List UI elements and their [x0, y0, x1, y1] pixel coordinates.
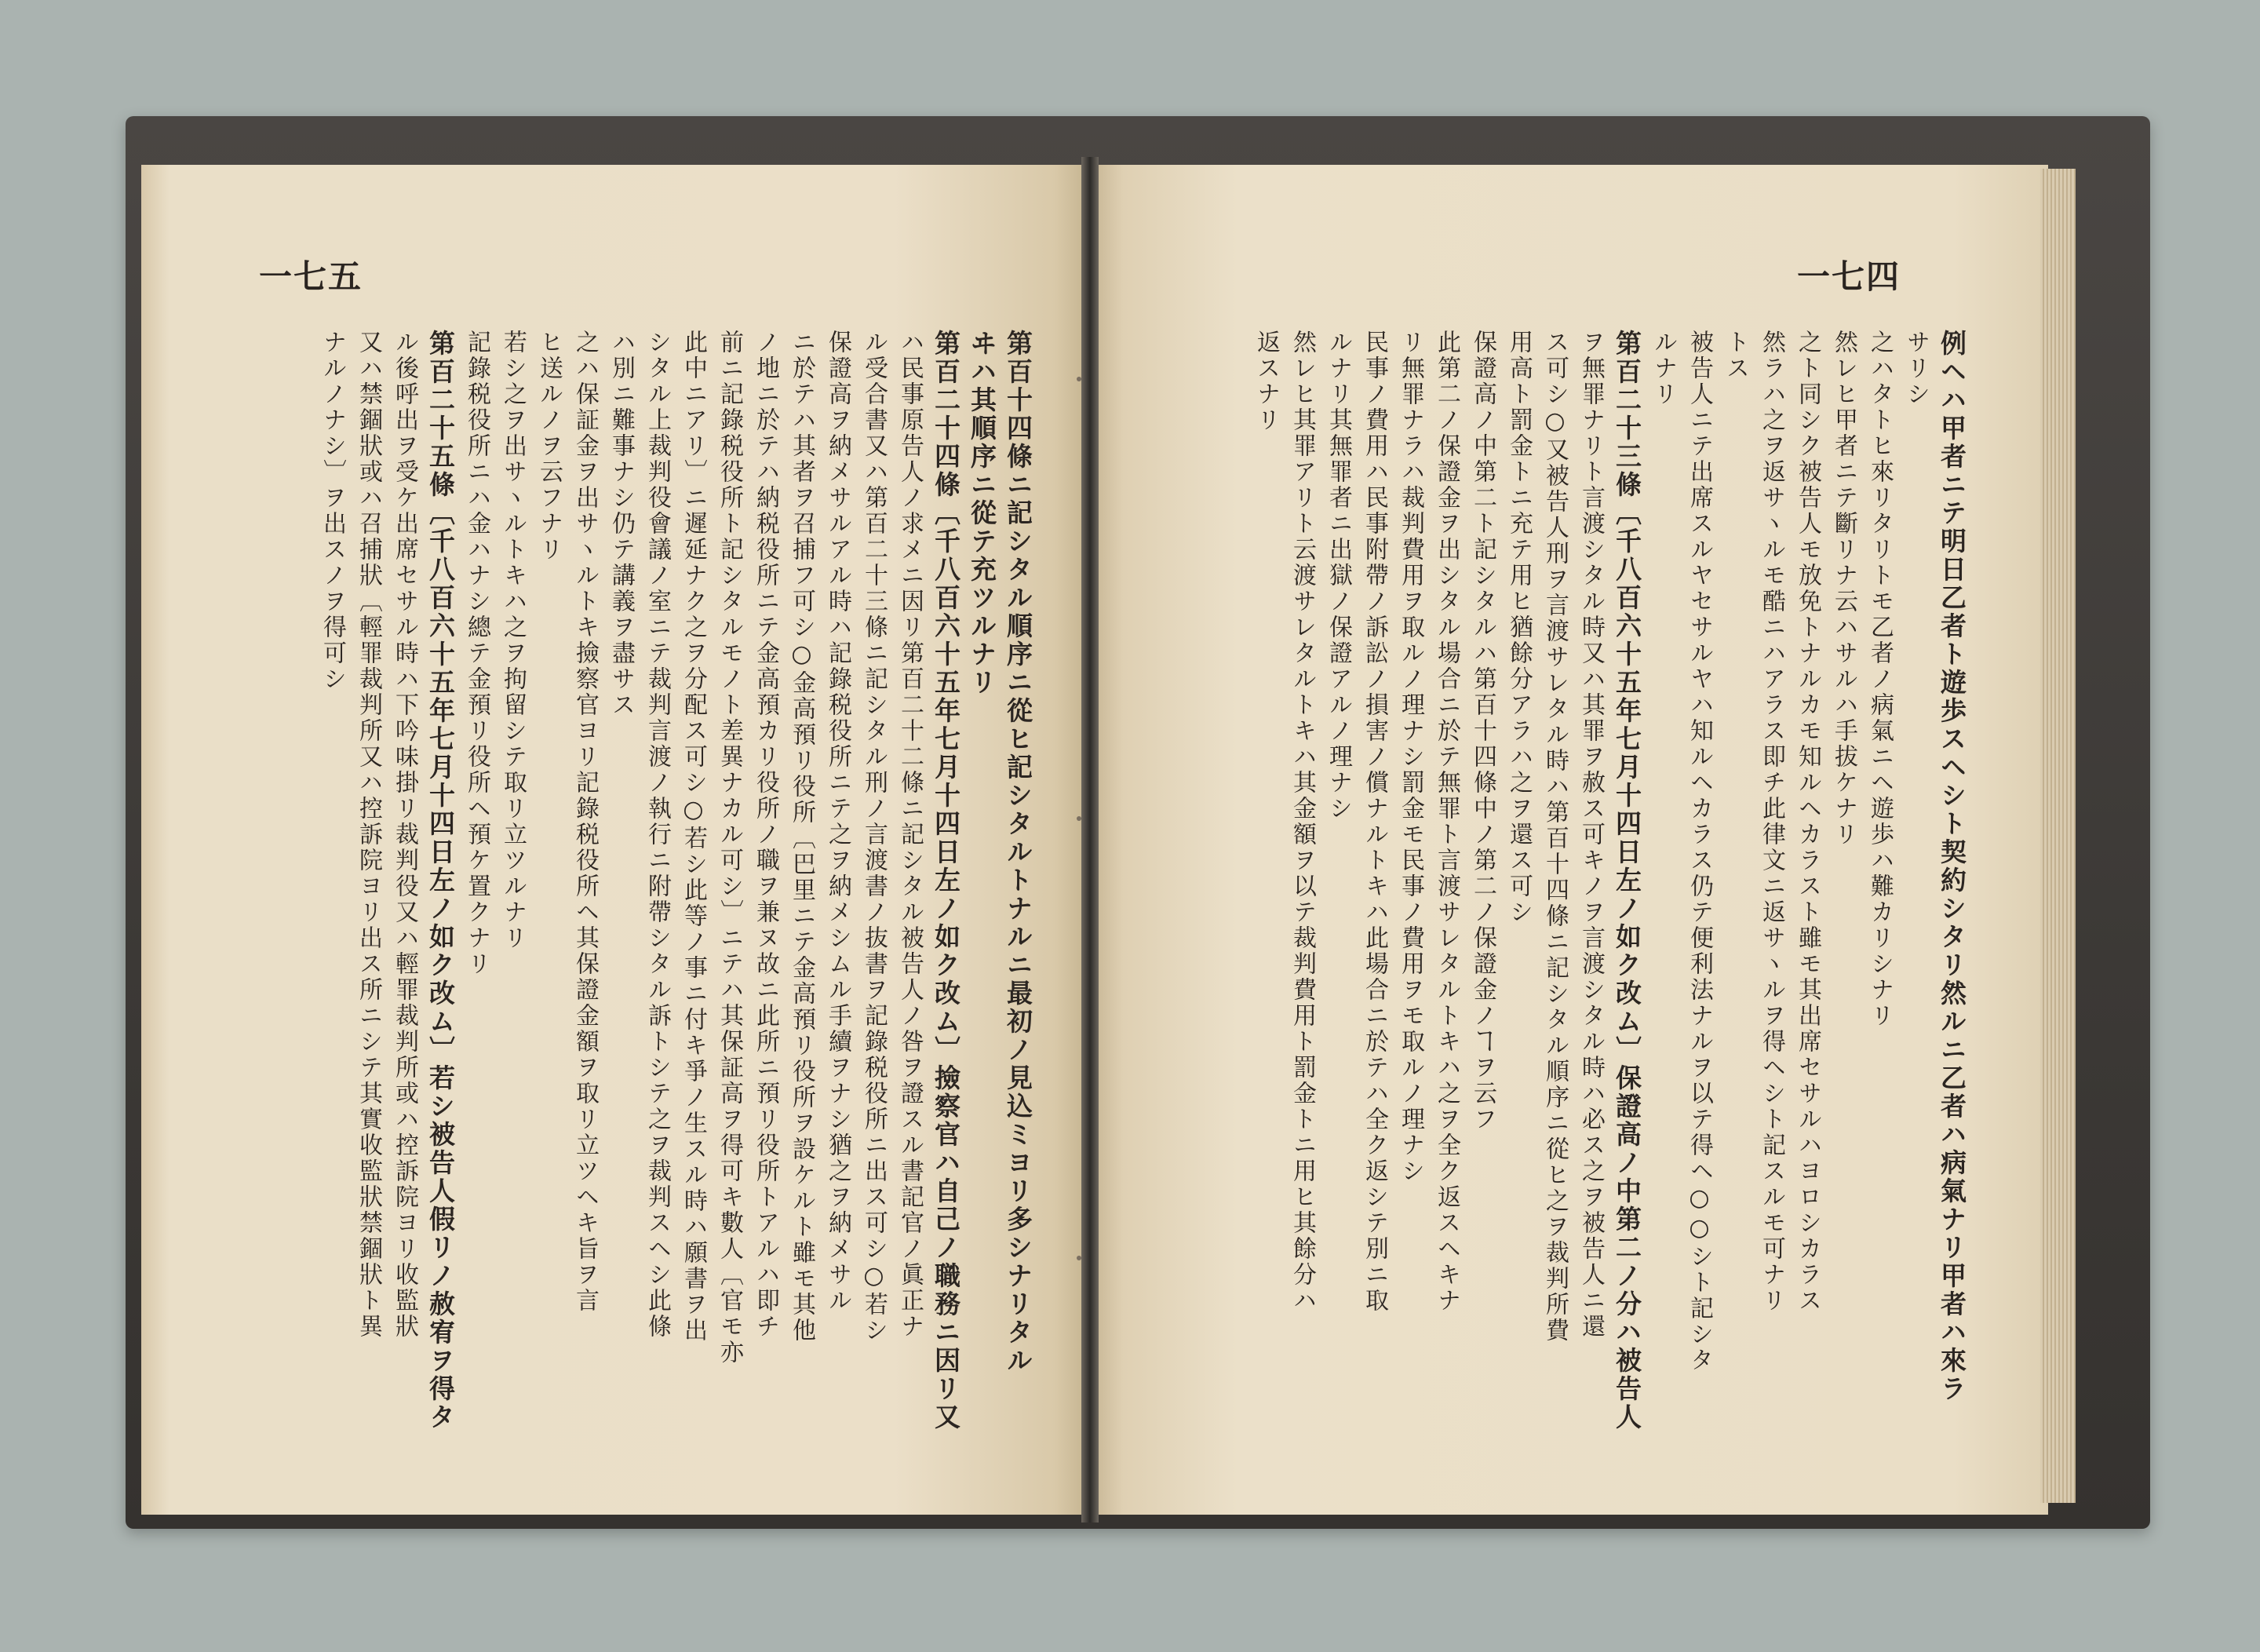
left-page-text — [235, 330, 1036, 1444]
text-line: 然レヒ甲者ニテ斷リナ云ハサルハ手拔ケナリ — [1830, 330, 1857, 848]
binding-stitch — [1077, 816, 1081, 821]
text-line: シタル上裁判役會議ノ室ニテ裁判言渡ノ執行ニ附帶シタル訴トシテ之ヲ裁判スヘシ此條 — [643, 330, 671, 1340]
text-line: 第百二十四條〔千八百六十五年七月十四日左ノ如ク改ム〕撿察官ハ自己ノ職務ニ因リ又 — [931, 330, 961, 1431]
text-line: 此第二ノ保證金ヲ出シタル場合ニ於テ無罪ト言渡サレタルトキハ之ヲ全ク返スヘキナ — [1433, 330, 1460, 1314]
text-line: サリシ — [1902, 330, 1930, 407]
text-line: ハ民事原告人ノ求メニ因リ第百二十二條ニ記シタル被告人ノ咎ヲ證スル書記官ノ眞正ナ — [896, 330, 924, 1340]
text-line: ヲ無罪ナリト言渡シタル時又ハ其罪ヲ赦ス可キノヲ言渡シタル時ハ必ス之ヲ被告人ニ還 — [1577, 330, 1605, 1340]
text-line: 民事ノ費用ハ民事附帶ノ訴訟ノ損害ノ償ナルトキハ此場合ニ於テハ全ク返シテ別ニ取 — [1361, 330, 1388, 1314]
text-line: 第百二十五條〔千八百六十五年七月十四日左ノ如ク改ム〕若シ被告人假リノ赦宥ヲ得タ — [425, 330, 456, 1431]
text-line: ニ於テハ其者ヲ召捕フ可シ○金高預リ役所〔巴里ニテ金高預リ役所ヲ設ケルト雖モ其他 — [788, 330, 815, 1344]
text-line: ルナリ — [1649, 330, 1677, 407]
text-line: ノ地ニ於テハ納税役所ニテ金高預カリ役所ノ職ヲ兼ヌ故ニ此所ニ預リ役所トアルハ即チ — [752, 330, 779, 1340]
right-page-text — [1169, 330, 1970, 1444]
text-line: 若シ之ヲ出サヽルトキハ之ヲ拘留シテ取リ立ツルナリ — [499, 330, 527, 951]
text-line: 此中ニアリ〕ニ遲延ナク之ヲ分配ス可シ○若シ此等ノ事ニ付キ爭ノ生スル時ハ願書ヲ出 — [680, 330, 707, 1344]
text-line: 然ラハ之ヲ返サヽルモ酷ニハアラス即チ此律文ニ返サヽルヲ得ヘシト記スルモ可ナリ — [1758, 330, 1785, 1314]
text-line: トス — [1722, 330, 1749, 381]
text-line: リ無罪ナラハ裁判費用ヲ取ルノ理ナシ罰金モ民事ノ費用ヲモ取ルノ理ナシ — [1397, 330, 1424, 1184]
binding-stitch — [1077, 1256, 1081, 1260]
text-line: 保證高ヲ納メサルアル時ハ記錄税役所ニテ之ヲ納メシムル手續ヲナシ猶之ヲ納メサル — [824, 330, 851, 1314]
text-line: 之ハタトヒ來リタリトモ乙者ノ病氣ニヘ遊歩ハ難カリシナリ — [1866, 330, 1894, 1029]
text-line: 返スナリ — [1252, 330, 1280, 433]
text-line: ス可シ○又被告人刑ヲ言渡サレタル時ハ第百十四條ニ記シタル順序ニ從ヒ之ヲ裁判所費 — [1541, 330, 1569, 1344]
text-line: ル受合書又ハ第百二十三條ニ記シタル刑ノ言渡書ノ抜書ヲ記錄税役所ニ出ス可シ○若シ — [860, 330, 888, 1344]
text-line: 之ト同シク被告人モ放免トナルカモ知ルヘカラスト雖モ其出席セサルハヨロシカラス — [1794, 330, 1821, 1314]
text-line: ヒ送ルノヲ云フナリ — [535, 330, 563, 563]
text-line: ルナリ其無罪者ニ出獄ノ保證アルノ理ナシ — [1325, 330, 1352, 822]
right-page-number: 一七四 — [1797, 257, 1901, 296]
text-line: 前ニ記錄税役所ト記シタルモノト差異ナカル可シ〕ニテハ其保証高ヲ得可キ數人〔官モ亦 — [716, 330, 743, 1366]
text-line: 用高ト罰金トニ充テ用ヒ猶餘分アラハ之ヲ還ス可シ — [1505, 330, 1533, 925]
text-line: ヰハ其順序ニ從テ充ツルナリ — [967, 330, 997, 697]
text-line: 記錄税役所ニハ金ハナシ總テ金預リ役所ヘ預ケ置クナリ — [463, 330, 490, 977]
text-line: 被告人ニテ出席スルヤセサルヤハ知ルヘカラス仍テ便利法ナルヲ以テ得ヘ○○シト記シタ — [1686, 330, 1713, 1373]
binding-stitch — [1077, 377, 1081, 381]
text-line: ル後呼出ヲ受ケ出席セサル時ハ下吟味掛リ裁判役又ハ輕罪裁判所或ハ控訴院ヨリ收監狀 — [391, 330, 418, 1340]
text-line: 然レヒ其罪アリト云渡サレタルトキハ其金額ヲ以テ裁判費用ト罰金トニ用ヒ其餘分ハ — [1289, 330, 1316, 1314]
page-edge-stack — [2040, 169, 2076, 1503]
text-line: 例ヘハ甲者ニテ明日乙者ト遊歩スヘシト契約シタリ然ルニ乙者ハ病氣ナリ甲者ハ來ラ — [1937, 330, 1967, 1403]
text-line: 第百十四條ニ記シタル順序ニ從ヒ記シタルトナルニ最初ノ見込ミヨリ多シナリタル — [1003, 330, 1033, 1375]
text-line: 第百二十三條〔千八百六十五年七月十四日左ノ如ク改ム〕保證高ノ中第二ノ分ハ被告人 — [1612, 330, 1642, 1431]
text-line: 又ハ禁錮狀或ハ召捕狀〔輕罪裁判所又ハ控訴院ヨリ出ス所ニシテ其實收監狀禁錮狀ト異 — [355, 330, 382, 1340]
text-line: ナルノナシ〕ヲ出スノヲ得可シ — [319, 330, 346, 692]
text-line: 保證高ノ中第二ト記シタルハ第百十四條中ノ第二ノ保證金ノヿヲ云フ — [1469, 330, 1496, 1132]
left-page-number: 一七五 — [259, 257, 363, 296]
text-line: 之ハ保証金ヲ出サヽルトキ撿察官ヨリ記錄税役所ヘ其保證金額ヲ取リ立ツヘキ旨ヲ言 — [571, 330, 599, 1314]
book-spine-gutter — [1081, 157, 1099, 1523]
text-line: ハ別ニ難事ナシ仍テ講義ヲ盡サス — [607, 330, 635, 718]
